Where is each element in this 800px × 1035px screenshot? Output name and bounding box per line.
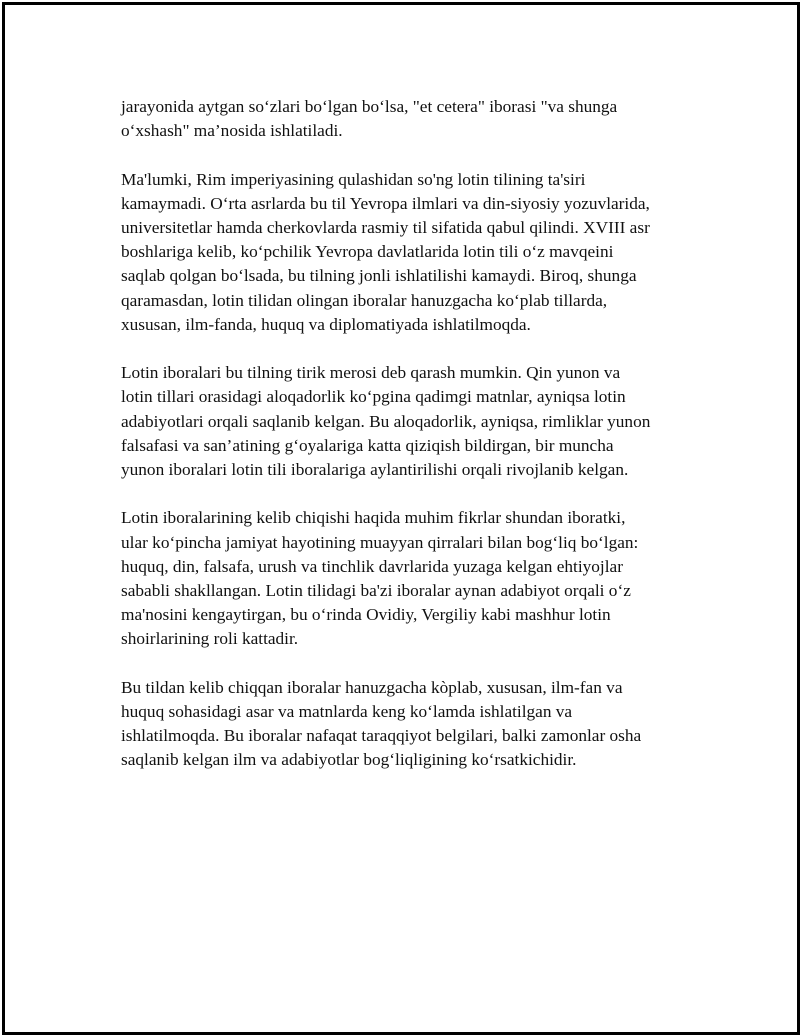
- paragraph-continuation: jarayonida aytgan so‘zlari bo‘lgan bo‘lsa, "et cetera" iborasi "va shunga o‘xshash" ma’nosida ishlatiladi.: [121, 97, 618, 141]
- paragraph-latin-influence: Ma'lumki, Rim imperiyasining qulashidan so'ng lotin tilining ta'siri kamaymadi. O‘rta asrlarda bu til Yevropa ilmlari va din-siyosiy yozuvlarida, universitetlar hamda cherkovlarda rasmiy til sifatida qabul qilindi. XVIII asr boshlariga kelib, ko‘pchilik Yevropa davlatlarida lotin tili o‘z mavqeini saqlab qolgan bo‘lsada, bu tilning jonli ishlatilishi kamaydi. Biroq, shunga qaramasdan, lotin tilidan olingan iboralar hanuzgacha ko‘plab tillarda, xususan, ilm-fanda, huquq va diplomatiyada ishlatilmoqda.: [121, 169, 650, 334]
- paragraph-living-heritage: Lotin iboralari bu tilning tirik merosi deb qarash mumkin. Qin yunon va lotin tillari orasidagi aloqadorlik ko‘pgina qadimgi matnlar, ayniqsa lotin adabiyotlari orqali saqlanib kelgan. Bu aloqadorlik, ayniqsa, rimliklar yunon falsafasi va san’atining g‘oyalariga katta qiziqish bildirgan, bir muncha yunon iboralari lotin tili iboralariga aylantirilishi orqali rivojlanib kelgan.: [121, 363, 651, 480]
- page-frame: [2, 2, 800, 1035]
- document-body: [121, 95, 681, 797]
- paragraph-origins: Lotin iboralarining kelib chiqishi haqida muhim fikrlar shundan iboratki, ular ko‘pincha jamiyat hayotining muayyan qirralari bilan bog‘liq bo‘lgan: huquq, din, falsafa, urush va tinchlik davrlarida yuzaga kelgan ehtiyojlar sababli shakllangan. Lotin tilidagi ba'zi iboralar aynan adabiyot orqali o‘z ma'nosini kengaytirgan, bu o‘rinda Ovidiy, Vergiliy kabi mashhur lotin shoirlarining roli kattadir.: [121, 508, 639, 649]
- paragraph-modern-usage: Bu tildan kelib chiqqan iboralar hanuzgacha kòplab, xususan, ilm-fan va huquq sohasidagi asar va matnlarda keng ko‘lamda ishlatilgan va ishlatilmoqda. Bu iboralar nafaqat taraqqiyot belgilari, balki zamonlar osha saqlanib kelgan ilm va adabiyotlar bog‘liqligining ko‘rsatkichidir.: [121, 677, 642, 770]
